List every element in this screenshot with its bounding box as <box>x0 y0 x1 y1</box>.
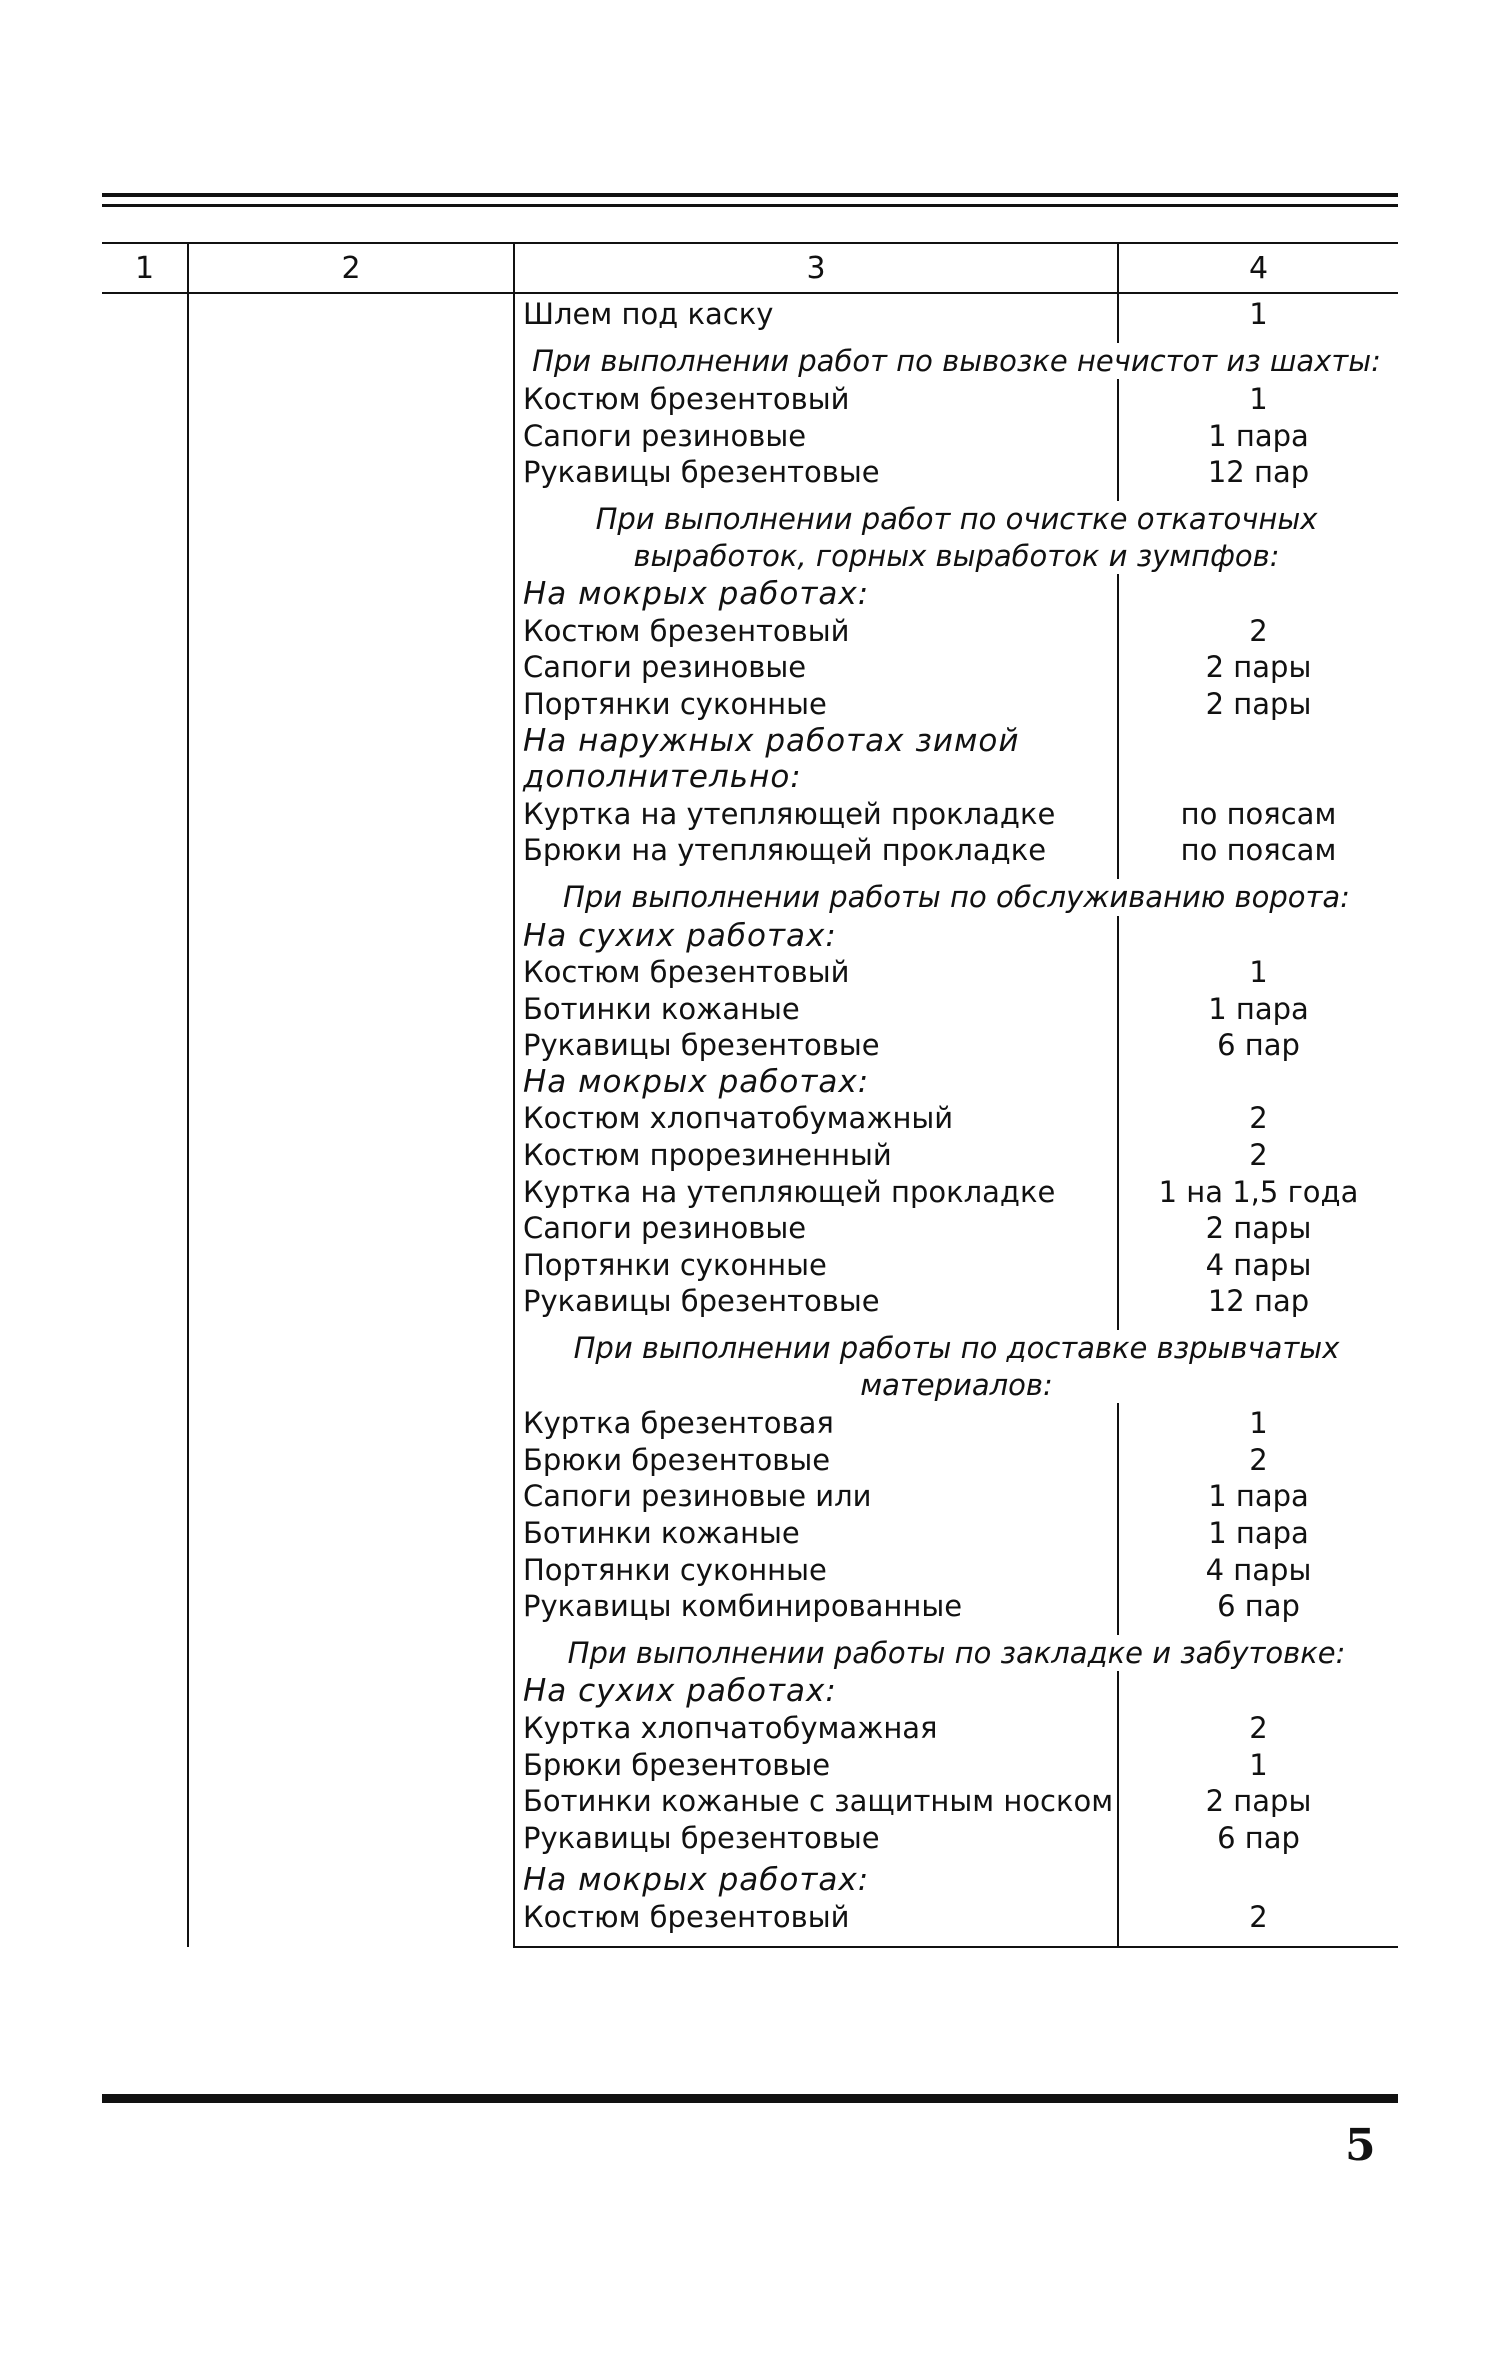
item-name: Куртка хлопчатобумажная <box>523 1710 938 1745</box>
item-quantity: 2 <box>1249 1899 1268 1934</box>
item-quantities-cell <box>1118 1403 1398 1635</box>
item-name: Костюм хлопчатобумажный <box>523 1101 954 1136</box>
item-names-cell <box>514 293 1118 343</box>
work-condition-subheading: На сухих работах: <box>523 917 837 954</box>
item-quantity: 12 пар <box>1207 1284 1310 1319</box>
empty-qty <box>1119 1862 1398 1899</box>
item-quantities-cell <box>1118 1671 1398 1946</box>
item-quantity: по поясам <box>1180 796 1337 831</box>
item-quantity: 1 пара <box>1208 418 1309 453</box>
item-name: Рукавицы комбинированные <box>523 1589 963 1624</box>
empty-qty <box>1119 723 1398 760</box>
bottom-rule <box>102 2094 1398 2103</box>
section-heading: При выполнении работ по очистке откаточных выработок, горных выработок и зумпфов: <box>595 501 1318 573</box>
empty-qty <box>1119 1673 1398 1710</box>
item-quantity: 4 пары <box>1205 1552 1312 1587</box>
item-quantity: по поясам <box>1180 833 1337 868</box>
item-name: Костюм прорезиненный <box>523 1138 892 1173</box>
item-name: Сапоги резиновые или <box>523 1479 872 1514</box>
item-name: Ботинки кожаные с защитным носком <box>523 1784 1114 1819</box>
item-quantity: 1 <box>1249 297 1268 331</box>
work-condition-subheading: На мокрых работах: <box>523 1063 870 1100</box>
page-number: 5 <box>1345 2120 1376 2171</box>
item-name: Портянки суконные <box>523 686 827 721</box>
item-quantity: 1 на 1,5 года <box>1158 1174 1359 1209</box>
item-name: Сапоги резиновые <box>523 1211 807 1246</box>
empty-qty <box>1119 1064 1398 1101</box>
empty-qty <box>1119 759 1398 796</box>
item-name: Куртка на утепляющей прокладке <box>523 1174 1056 1209</box>
work-condition-subheading: На сухих работах: <box>523 1673 837 1710</box>
item-quantity: 1 пара <box>1208 991 1309 1026</box>
item-name: Ботинки кожаные <box>523 991 800 1026</box>
item-quantity: 2 <box>1249 613 1268 648</box>
header-col-3: 3 <box>514 243 1118 293</box>
item-quantities-cell <box>1118 379 1398 501</box>
item-quantity: 2 <box>1249 1442 1268 1477</box>
section-items-row <box>102 293 1398 343</box>
protective-clothing-norms-table <box>102 242 1398 1948</box>
item-name: Рукавицы брезентовые <box>523 455 880 490</box>
work-condition-subheading: На мокрых работах: <box>523 1862 870 1899</box>
item-quantity: 1 пара <box>1208 1479 1309 1514</box>
section-heading: При выполнении работы по закладке и забутовке: <box>567 1635 1346 1670</box>
column-1-empty <box>102 293 188 1947</box>
item-quantity: 4 пары <box>1205 1247 1312 1282</box>
header-row <box>102 243 1398 293</box>
item-name: Сапоги резиновые <box>523 650 807 685</box>
item-name: Костюм брезентовый <box>523 1899 850 1934</box>
work-condition-subheading: На наружных работах зимой <box>523 722 1020 759</box>
item-quantity: 2 пары <box>1205 686 1312 721</box>
header-col-1: 1 <box>102 243 188 293</box>
work-condition-subheading: дополнительно: <box>523 759 802 796</box>
item-quantity: 2 <box>1249 1710 1268 1745</box>
item-quantity: 2 <box>1249 1101 1268 1136</box>
item-quantity: 12 пар <box>1207 455 1310 490</box>
item-name: Рукавицы брезентовые <box>523 1820 880 1855</box>
item-name: Портянки суконные <box>523 1552 827 1587</box>
top-double-rule-lower <box>102 204 1398 207</box>
item-names-cell <box>514 379 1118 501</box>
item-name: Рукавицы брезентовые <box>523 1028 880 1063</box>
item-name: Костюм брезентовый <box>523 955 850 990</box>
item-name: Рукавицы брезентовые <box>523 1284 880 1319</box>
item-quantity: 6 пар <box>1217 1820 1300 1855</box>
item-names-cell <box>514 1403 1118 1635</box>
item-name: Сапоги резиновые <box>523 418 807 453</box>
item-quantities-cell <box>1118 916 1398 1331</box>
work-condition-subheading: На мокрых работах: <box>523 576 870 613</box>
item-names-cell <box>514 916 1118 1331</box>
item-quantity: 1 <box>1249 1406 1268 1441</box>
table-body <box>102 293 1398 1947</box>
item-quantity: 6 пар <box>1217 1028 1300 1063</box>
item-quantity: 6 пар <box>1217 1589 1300 1624</box>
item-quantities-cell <box>1118 293 1398 343</box>
item-name: Брюки на утепляющей прокладке <box>523 833 1047 868</box>
header-col-4: 4 <box>1118 243 1398 293</box>
item-quantity: 1 <box>1249 955 1268 990</box>
item-quantity: 2 пары <box>1205 1784 1312 1819</box>
column-2-empty <box>188 293 514 1947</box>
item-name: Брюки брезентовые <box>523 1442 831 1477</box>
item-quantity: 2 пары <box>1205 650 1312 685</box>
section-heading: При выполнении работы по доставке взрывчатых материалов: <box>573 1331 1340 1402</box>
section-heading: При выполнении работ по вывозке нечистот из шахты: <box>532 343 1381 378</box>
item-quantities-cell <box>1118 574 1398 879</box>
item-quantity: 1 <box>1249 382 1268 417</box>
item-name: Брюки брезентовые <box>523 1747 831 1782</box>
item-name: Ботинки кожаные <box>523 1516 800 1550</box>
item-name: Портянки суконные <box>523 1247 827 1282</box>
item-quantity: 2 пары <box>1205 1211 1312 1246</box>
top-double-rule-upper <box>102 193 1398 197</box>
item-names-cell <box>514 1671 1118 1946</box>
item-name: Шлем под каску <box>523 297 774 331</box>
header-col-2: 2 <box>188 243 514 293</box>
item-name: Куртка брезентовая <box>523 1406 834 1441</box>
section-heading: При выполнении работы по обслуживанию ворота: <box>563 879 1350 914</box>
empty-qty <box>1119 918 1398 955</box>
item-quantity: 1 пара <box>1208 1516 1309 1550</box>
item-quantity: 2 <box>1249 1138 1268 1173</box>
item-name: Костюм брезентовый <box>523 613 850 648</box>
empty-qty <box>1119 576 1398 613</box>
item-quantity: 1 <box>1249 1747 1268 1782</box>
item-name: Костюм брезентовый <box>523 382 850 417</box>
item-names-cell <box>514 574 1118 879</box>
item-name: Куртка на утепляющей прокладке <box>523 796 1056 831</box>
